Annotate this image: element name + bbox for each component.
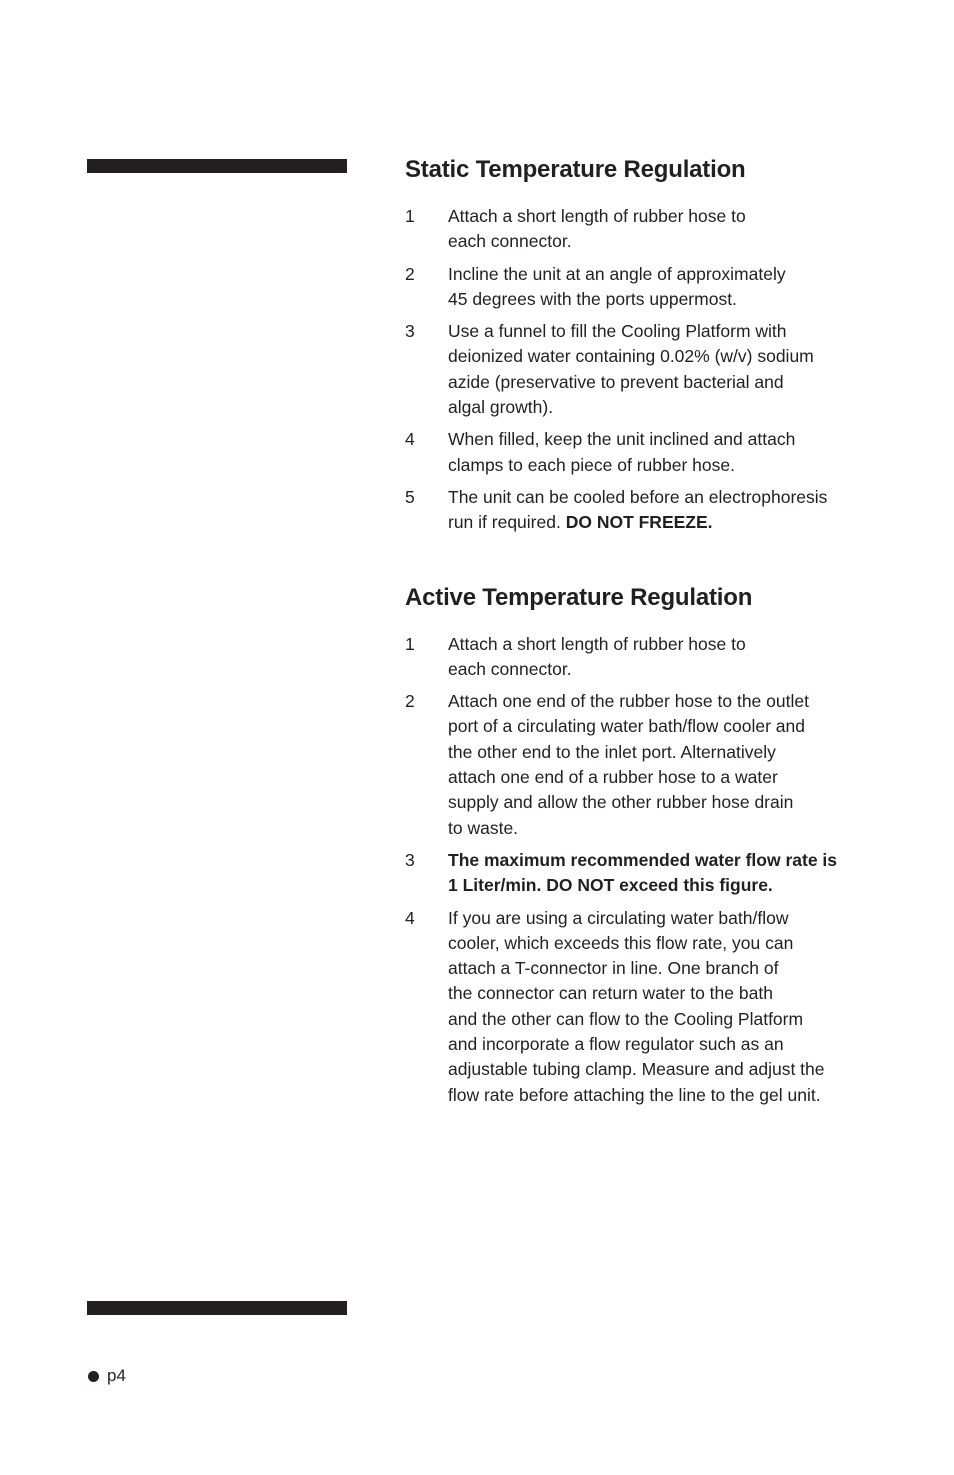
step-list [405, 204, 905, 536]
step-warning: DO NOT FREEZE. [565, 512, 713, 533]
step-text: Attach a short length of rubber hose to each connector. [448, 206, 746, 252]
list-item [405, 427, 905, 478]
step-text: Attach a short length of rubber hose to each connector. [448, 633, 746, 679]
step-number: 3 [405, 849, 415, 870]
step-text: Incline the unit at an angle of approximately 45 degrees with the ports uppermost. [448, 263, 786, 309]
section-title: Static Temperature Regulation [405, 156, 746, 183]
list-item [405, 632, 905, 683]
step-text [448, 485, 905, 536]
list-item [405, 204, 905, 255]
section-static-regulation [405, 150, 905, 536]
step-number: 1 [405, 206, 415, 226]
list-item [405, 906, 905, 1108]
section-title: Active Temperature Regulation [405, 583, 753, 611]
step-number: 3 [405, 321, 415, 342]
list-item [405, 319, 905, 420]
step-text: If you are using a circulating water bath/flow cooler, which exceeds this flow rate, you can attach a T-connector in line. One branch of the connector can return water to the bath and the other can flow to the Cooling Platform and incorporate a flow regulator such as an adjustable tubing clamp. Measure and adjust the flow rate before attaching the line to the gel unit. [448, 907, 825, 1105]
bullet-icon [88, 1371, 99, 1382]
step-text: Use a funnel to fill the Cooling Platform with deionized water containing 0.02% (w/v) sodium azide (preservative to prevent bacterial and algal growth). [448, 321, 814, 418]
list-item [405, 262, 905, 313]
header-rule-bar [87, 159, 347, 173]
list-item [405, 485, 905, 536]
page-number: p4 [107, 1366, 126, 1385]
step-number: 5 [405, 486, 415, 507]
step-text: Attach one end of the rubber hose to the outlet port of a circulating water bath/flow cooler and the other end to the inlet port. Alternatively attach one end of a rubber hose to a water supply and allow the other rubber hose drain to waste. [448, 691, 809, 838]
list-item [405, 689, 905, 841]
step-number: 2 [405, 263, 415, 284]
section-active-regulation [405, 578, 905, 1108]
step-text-body: The unit can be cooled before an electrophoresis run if required. [448, 486, 828, 533]
step-text: When filled, keep the unit inclined and attach clamps to each piece of rubber hose. [448, 429, 796, 475]
list-item [405, 848, 905, 899]
page-footer [88, 1366, 126, 1386]
step-list [405, 632, 905, 1108]
footer-rule-bar [87, 1301, 347, 1315]
step-number: 2 [405, 691, 415, 712]
document-body [405, 150, 905, 1115]
step-number: 4 [405, 429, 415, 450]
step-number: 1 [405, 633, 415, 654]
step-warning-text: The maximum recommended water flow rate is 1 Liter/min. DO NOT exceed this figure. [448, 849, 838, 896]
step-number: 4 [405, 907, 415, 928]
